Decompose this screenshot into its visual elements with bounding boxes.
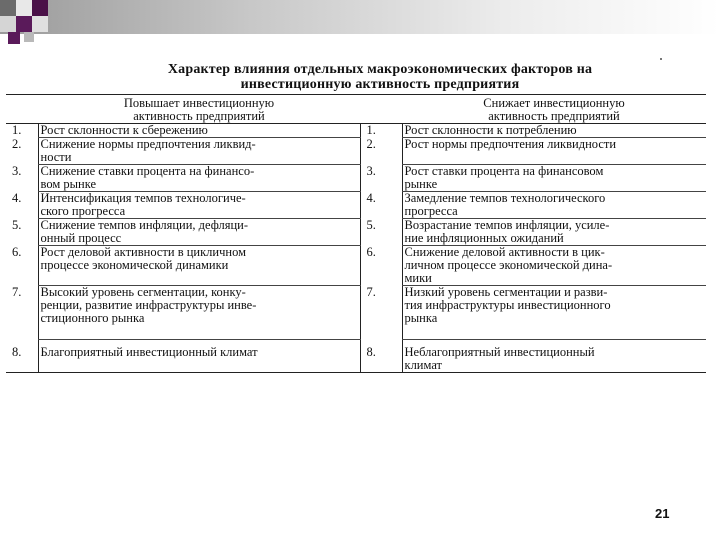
document-title bbox=[100, 62, 660, 92]
decor-square bbox=[32, 16, 48, 32]
row-number-left: 3. bbox=[12, 163, 22, 178]
decor-square bbox=[16, 0, 32, 16]
row-number-right: 2. bbox=[366, 136, 376, 151]
factor-increase: Снижение нормы предпочтения ликвид- ности bbox=[38, 138, 360, 165]
row-number-right: 7. bbox=[366, 284, 376, 299]
decor-square bbox=[16, 16, 32, 32]
table-header-row bbox=[6, 95, 706, 124]
table-row bbox=[6, 219, 706, 246]
row-number-right: 5. bbox=[366, 217, 376, 232]
row-number-left: 4. bbox=[12, 190, 22, 205]
row-number-left: 5. bbox=[12, 217, 22, 232]
row-number-right: 8. bbox=[360, 340, 402, 373]
decor-square bbox=[8, 32, 20, 44]
decor-square bbox=[0, 16, 16, 32]
table-row bbox=[6, 138, 706, 165]
factor-increase: Благоприятный инвестиционный климат bbox=[38, 340, 360, 373]
factor-increase: Рост склонности к сбережению bbox=[38, 124, 360, 138]
factor-decrease: Снижение деловой активности в цик- личном процессе экономической дина- мики bbox=[402, 246, 706, 286]
factor-increase: Высокий уровень сегментации, конку- ренции, развитие инфраструктуры инве- стиционного рынка bbox=[38, 286, 360, 340]
row-number-right: 3. bbox=[366, 163, 376, 178]
table-row bbox=[6, 165, 706, 192]
factor-decrease: Рост нормы предпочтения ликвидности bbox=[402, 138, 706, 165]
row-number-right: 6. bbox=[366, 244, 376, 259]
factor-decrease: Возрастание темпов инфляции, усиле- ние инфляционных ожиданий bbox=[402, 219, 706, 246]
factor-decrease: Рост ставки процента на финансовом рынке bbox=[402, 165, 706, 192]
decor-square bbox=[32, 0, 48, 16]
row-number-left: 7. bbox=[12, 284, 22, 299]
page-number: 21 bbox=[655, 506, 670, 521]
factor-increase: Снижение ставки процента на финансо- вом рынке bbox=[38, 165, 360, 192]
title-line-2: инвестиционную активность предприятия bbox=[240, 77, 520, 92]
row-number-left: 8. bbox=[6, 340, 38, 373]
decor-square bbox=[24, 32, 34, 42]
factor-decrease: Замедление темпов технологического прогресса bbox=[402, 192, 706, 219]
table-row bbox=[6, 286, 706, 340]
factor-increase: Рост деловой активности в цикличном процессе экономической динамики bbox=[38, 246, 360, 286]
factors-table bbox=[6, 94, 706, 373]
factor-decrease: Рост склонности к потреблению bbox=[402, 124, 706, 138]
table-row bbox=[6, 192, 706, 219]
factor-increase: Снижение темпов инфляции, дефляци- онный процесс bbox=[38, 219, 360, 246]
factor-increase: Интенсификация темпов технологиче- ского прогресса bbox=[38, 192, 360, 219]
row-number-left: 1. bbox=[12, 123, 22, 137]
table-row bbox=[6, 246, 706, 286]
table-row bbox=[6, 124, 706, 138]
title-line-1: Характер влияния отдельных макроэкономических факторов на bbox=[167, 62, 593, 77]
decor-square bbox=[0, 0, 16, 16]
row-number-left: 2. bbox=[12, 136, 22, 151]
speck-mark bbox=[660, 58, 662, 60]
factor-decrease: Низкий уровень сегментации и разви- тия инфраструктуры инвестиционного рынка bbox=[402, 286, 706, 340]
factor-decrease: Неблагоприятный инвестиционный климат bbox=[402, 340, 706, 373]
row-number-left: 6. bbox=[12, 244, 22, 259]
header-decoration-bar bbox=[0, 0, 720, 34]
row-number-right: 4. bbox=[366, 190, 376, 205]
header-increases: Повышает инвестиционную активность предприятий bbox=[38, 95, 360, 124]
table-row bbox=[6, 340, 706, 373]
row-number-right: 1. bbox=[366, 123, 376, 137]
header-decreases: Снижает инвестиционную активность предприятий bbox=[402, 95, 706, 124]
